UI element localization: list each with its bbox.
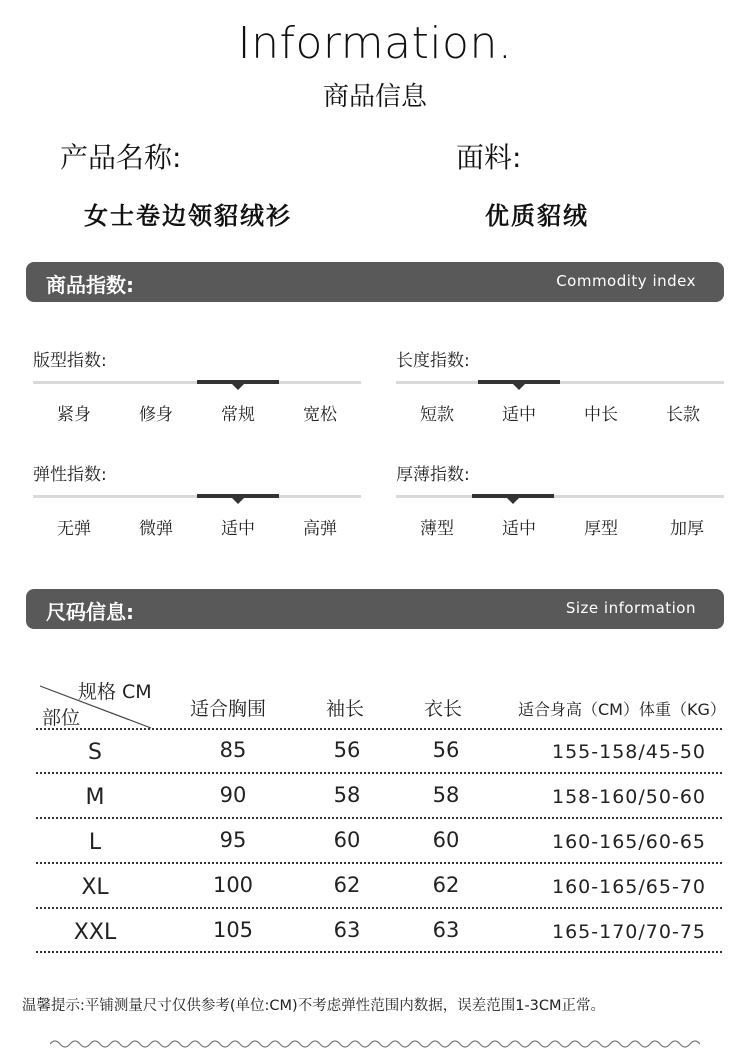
table-row-sleeve: 60 [333, 828, 361, 852]
elasticity-index-option: 高弹 [303, 519, 337, 539]
size-info-banner [26, 589, 724, 629]
table-row-fit: 160-165/60-65 [552, 831, 706, 853]
commodity-index-subtitle: Commodity index [556, 272, 696, 290]
size-info-title: 尺码信息: [46, 600, 134, 624]
table-divider [36, 728, 722, 730]
length-index-option-selected: 适中 [502, 405, 536, 425]
product-name-value: 女士卷边领貂绒衫 [84, 202, 292, 230]
table-divider [36, 817, 722, 819]
table-header-sleeve: 袖长 [326, 698, 365, 720]
page-title-cn: 商品信息 [322, 82, 427, 112]
fit-index-option: 紧身 [57, 405, 91, 425]
elasticity-index-title: 弹性指数: [33, 465, 107, 485]
elasticity-index-option: 无弹 [57, 519, 91, 539]
table-row-chest: 105 [212, 918, 254, 942]
table-header-chest: 适合胸围 [190, 698, 267, 720]
table-row-size: M [85, 785, 105, 810]
table-row-sleeve: 58 [333, 783, 361, 807]
table-row-fit: 158-160/50-60 [552, 786, 706, 808]
size-info-subtitle: Size information [565, 599, 696, 617]
table-divider [36, 907, 722, 909]
table-row-length: 63 [432, 918, 460, 942]
table-row-length: 60 [432, 828, 460, 852]
table-row-size: XXL [73, 920, 117, 945]
table-row-fit: 160-165/65-70 [552, 876, 706, 898]
length-index-selected-marker [478, 380, 560, 384]
elasticity-index-option: 微弹 [139, 519, 173, 539]
table-row-chest: 90 [219, 783, 247, 807]
table-divider [36, 951, 722, 953]
table-corner-part: 部位 [42, 707, 81, 729]
table-header-fit: 适合身高（CM）体重（KG） [518, 700, 726, 719]
table-row-fit: 165-170/70-75 [552, 921, 706, 943]
table-corner-spec: 规格 CM [78, 681, 152, 703]
page-title-en: Information. [237, 18, 513, 69]
table-row-size: L [88, 830, 102, 855]
fit-index-option: 宽松 [303, 405, 337, 425]
fit-index-title: 版型指数: [33, 351, 107, 371]
elasticity-index-option-selected: 适中 [221, 519, 255, 539]
commodity-index-banner [26, 262, 724, 302]
thickness-index-option: 薄型 [420, 519, 454, 539]
table-divider [36, 772, 722, 774]
table-row-chest: 85 [219, 738, 247, 762]
table-row-sleeve: 56 [333, 738, 361, 762]
table-row-sleeve: 62 [333, 873, 361, 897]
length-index-track [396, 381, 724, 384]
table-row-chest: 95 [219, 828, 247, 852]
thickness-index-track [396, 495, 724, 498]
fit-index-selected-marker [197, 380, 279, 384]
thickness-index-title: 厚薄指数: [396, 465, 470, 485]
thickness-index-option: 加厚 [670, 519, 704, 539]
wavy-divider [50, 1036, 700, 1052]
table-divider [36, 862, 722, 864]
table-corner-diagonal [38, 684, 153, 730]
product-name-label: 产品名称: [60, 141, 182, 174]
table-row-size: S [88, 740, 102, 765]
length-index-option: 长款 [666, 405, 700, 425]
table-row-chest: 100 [212, 873, 254, 897]
table-row-length: 62 [432, 873, 460, 897]
length-index-option: 短款 [420, 405, 454, 425]
length-index-option: 中长 [584, 405, 618, 425]
fabric-value: 优质貂绒 [485, 202, 589, 230]
thickness-index-option-selected: 适中 [502, 519, 536, 539]
fit-index-option-selected: 常规 [221, 405, 255, 425]
table-row-sleeve: 63 [333, 918, 361, 942]
measurement-note: 温馨提示:平铺测量尺寸仅供参考(单位:CM)不考虑弹性范围内数据，误差范围1-3CM正常。 [22, 998, 606, 1014]
table-row-fit: 155-158/45-50 [552, 741, 706, 763]
table-header-length: 衣长 [424, 698, 463, 720]
elasticity-index-selected-marker [197, 494, 279, 498]
length-index-title: 长度指数: [396, 351, 470, 371]
table-row-length: 58 [432, 783, 460, 807]
commodity-index-title: 商品指数: [46, 273, 134, 297]
fabric-label: 面料: [456, 141, 522, 174]
table-row-size: XL [81, 875, 109, 900]
table-row-length: 56 [432, 738, 460, 762]
thickness-index-option: 厚型 [584, 519, 618, 539]
fit-index-option: 修身 [139, 405, 173, 425]
thickness-index-selected-marker [472, 494, 554, 498]
